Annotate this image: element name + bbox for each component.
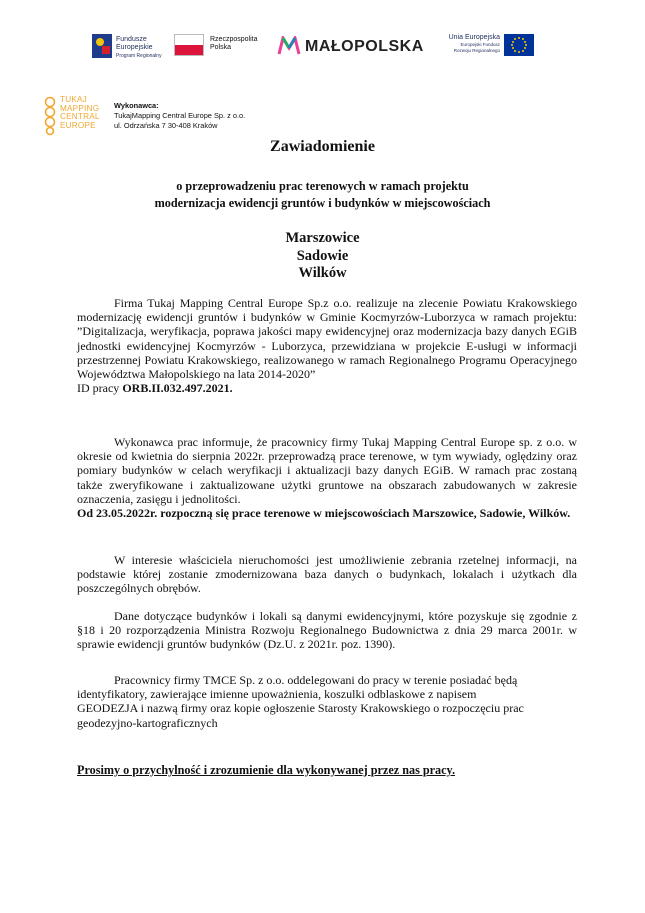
fe-sub: Program Regionalny (116, 53, 162, 59)
tmce-line4: EUROPE (60, 120, 96, 130)
contractor-address: ul. Odrzańska 7 30-408 Kraków (114, 121, 218, 130)
polish-flag-icon (174, 34, 204, 56)
paragraph-5-line3: GEODEZJA i nazwą firmy oraz kopie ogłoszenie Starosty Krakowskiego o rozpoczęciu prac (77, 701, 524, 716)
tmce-hex-icon (42, 96, 58, 136)
contractor-label: Wykonawca: (114, 101, 159, 110)
page-title: Zawiadomienie (270, 138, 375, 155)
subtitle-line2: modernizacja ewidencji gruntów i budynków w miejscowościach (154, 196, 491, 210)
rp-line2: Polska (210, 44, 232, 51)
logo-bar (92, 30, 532, 64)
tmce-line3: CENTRAL (60, 112, 100, 122)
paragraph-5-line2: identyfikatory, zawierające imienne upoważnienia, koszulki odblaskowe z napisem (77, 687, 477, 702)
ue-sub2: Rozwoju Regionalnego (453, 48, 500, 53)
subtitle (0, 178, 645, 212)
ue-sub1: Europejski Fundusz (460, 42, 500, 47)
malopolska-text: MAŁOPOLSKA (305, 38, 424, 55)
subtitle-line1: o przeprowadzeniu prac terenowych w ramach projektu (176, 179, 469, 193)
project-id-label: ID pracy (77, 381, 123, 396)
eu-flag-icon (504, 34, 534, 56)
paragraph-5-line1: Pracownicy firmy TMCE Sp. z o.o. oddelegowani do pracy w terenie posiadać będą (114, 673, 518, 687)
paragraph-5 (77, 673, 577, 730)
malopolska-m-icon (277, 36, 301, 56)
contractor-block (42, 96, 362, 136)
paragraph-5-line4: geodezyjno-kartograficznych (77, 715, 218, 730)
paragraph-2 (77, 435, 577, 520)
fe-emblem-icon (92, 34, 112, 58)
fe-title: Fundusze (116, 36, 147, 43)
place-wilkow: Wilków (298, 265, 347, 281)
tmce-line1: TUKAJ (60, 95, 87, 104)
ue-title: Unia Europejska (448, 34, 500, 41)
paragraph-4: Dane dotyczące budynków i lokali są danymi ewidencyjnymi, które pozyskuje się zgodnie z §18 i 20 rozporządzenia Ministra Rozwoju Regionalnego Budownictwa z dnia 29 marca 2001r. w sprawie ewidencji gruntów budynków (Dz.U. z 2021r. poz. 1390). (77, 609, 577, 652)
project-id-value: ORB.II.032.497.2021. (122, 381, 233, 396)
tmce-line2: MAPPING (60, 103, 100, 113)
places-list (0, 230, 645, 283)
contractor-name: TukajMapping Central Europe Sp. z o.o. (114, 111, 246, 120)
closing-note: Prosimy o przychylność i zrozumienie dla wykonywanej przez nas pracy. (77, 763, 456, 777)
paragraph-2-text: Wykonawca prac informuje, że pracownicy firmy Tukaj Mapping Central Europe sp. z o.o. w okresie od kwietnia do sierpnia 2022r. przeprowadzą prace terenowe, w tym wywiady, oględziny oraz pomiary budynków w celach weryfikacji i aktualizacji bazy danych EGiB. W ramach prac zostaną także zweryfikowane i zaktualizowane użytki gruntowe na obszarach zabudowanych w zakresie oznaczenia, zasięgu i jednolitości. (77, 435, 577, 506)
rp-line1: Rzeczpospolita (210, 36, 258, 43)
place-marszowice: Marszowice (285, 230, 360, 246)
paragraph-3: W interesie właściciela nieruchomości jest umożliwienie zebrania rzetelnej informacji, na podstawie której zostanie zmodernizowana baza danych o budynkach, lokalach i użytkach dla poszczególnych obrębów. (77, 553, 577, 596)
paragraph-1 (77, 296, 577, 395)
tmce-logo (42, 96, 104, 136)
fe-title2: Europejskie (116, 44, 153, 51)
paragraph-1-text: Firma Tukaj Mapping Central Europe Sp.z o.o. realizuje na zlecenie Powiatu Krakowskiego modernizację ewidencji gruntów i budynków w Gminie Kocmyrzów-Luborzyca w ramach projektu: ”Digitalizacja, weryfikacja, poprawa jakości mapy ewidencyjnej oraz modernizacja bazy danych EGiB jednostki ewidencyjnej Kocmyrzów - Luborzyca, przewidziana w projekcie E-usługi w informacji przestrzennej Powiatu Krakowskiego, realizowanego w ramach Regionalnego Programu Operacyjnego Województwa Małopolskiego na lata 2014-2020” (77, 296, 577, 382)
paragraph-2-bold: Od 23.05.2022r. rozpoczną się prace terenowe w miejscowościach Marszowice, Sadowie, Wilków. (77, 506, 571, 521)
place-sadowie: Sadowie (296, 247, 349, 264)
